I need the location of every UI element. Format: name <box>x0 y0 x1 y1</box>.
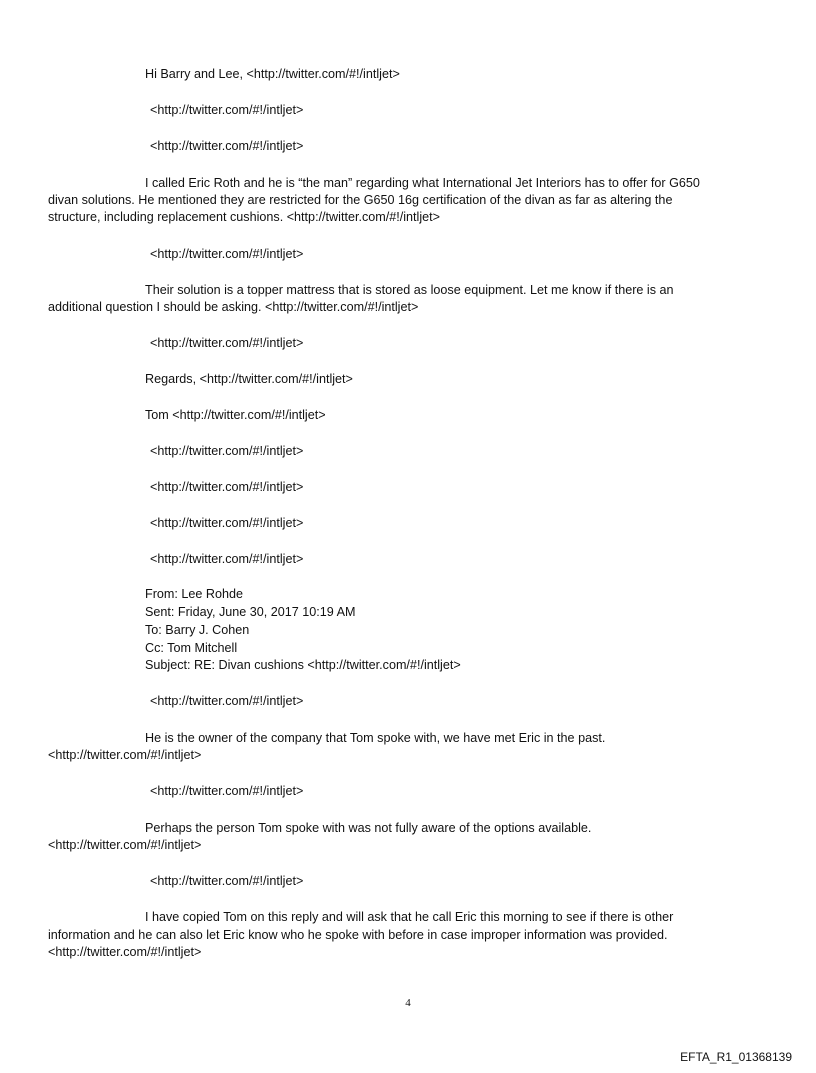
link-line[interactable]: <http://twitter.com/#!/intljet> <box>150 247 304 261</box>
paragraph-line: I called Eric Roth and he is “the man” regarding what International Jet Interiors has to offer for G650 <box>145 176 700 190</box>
paragraph-line: structure, including replacement cushions. <http://twitter.com/#!/intljet> <box>48 210 440 224</box>
header-to: To: Barry J. Cohen <box>145 623 250 637</box>
greeting-line: Hi Barry and Lee, <http://twitter.com/#!/intljet> <box>145 67 400 81</box>
link-line[interactable]: <http://twitter.com/#!/intljet> <box>150 552 304 566</box>
link-line[interactable]: <http://twitter.com/#!/intljet> <box>48 748 202 762</box>
link-line[interactable]: <http://twitter.com/#!/intljet> <box>48 838 202 852</box>
header-from: From: Lee Rohde <box>145 587 244 601</box>
link-line[interactable]: <http://twitter.com/#!/intljet> <box>150 103 304 117</box>
paragraph-line: He is the owner of the company that Tom spoke with, we have met Eric in the past. <box>145 731 606 745</box>
link-line[interactable]: <http://twitter.com/#!/intljet> <box>150 784 304 798</box>
link-line[interactable]: <http://twitter.com/#!/intljet> <box>150 694 304 708</box>
link-line[interactable]: <http://twitter.com/#!/intljet> <box>48 945 202 959</box>
link-line[interactable]: <http://twitter.com/#!/intljet> <box>150 444 304 458</box>
link-line[interactable]: <http://twitter.com/#!/intljet> <box>150 480 304 494</box>
header-cc: Cc: Tom Mitchell <box>145 641 238 655</box>
page-number: 4 <box>405 997 411 1009</box>
bates-number: EFTA_R1_01368139 <box>680 1050 792 1064</box>
header-sent: Sent: Friday, June 30, 2017 10:19 AM <box>145 605 356 619</box>
regards-line: Regards, <http://twitter.com/#!/intljet> <box>145 372 353 386</box>
signature-line: Tom <http://twitter.com/#!/intljet> <box>145 408 326 422</box>
link-line[interactable]: <http://twitter.com/#!/intljet> <box>150 516 304 530</box>
paragraph-line: divan solutions. He mentioned they are restricted for the G650 16g certification of the divan as far as altering the <box>48 193 673 207</box>
paragraph-line: Their solution is a topper mattress that is stored as loose equipment. Let me know if there is an <box>145 283 674 297</box>
link-line[interactable]: <http://twitter.com/#!/intljet> <box>150 139 304 153</box>
link-line[interactable]: <http://twitter.com/#!/intljet> <box>150 874 304 888</box>
paragraph-line: additional question I should be asking. <http://twitter.com/#!/intljet> <box>48 300 419 314</box>
link-line[interactable]: <http://twitter.com/#!/intljet> <box>150 336 304 350</box>
paragraph-line: information and he can also let Eric know who he spoke with before in case improper information was provided. <box>48 928 668 942</box>
paragraph-line: I have copied Tom on this reply and will ask that he call Eric this morning to see if there is other <box>145 910 674 924</box>
header-subject: Subject: RE: Divan cushions <http://twitter.com/#!/intljet> <box>145 658 461 672</box>
paragraph-line: Perhaps the person Tom spoke with was not fully aware of the options available. <box>145 821 592 835</box>
